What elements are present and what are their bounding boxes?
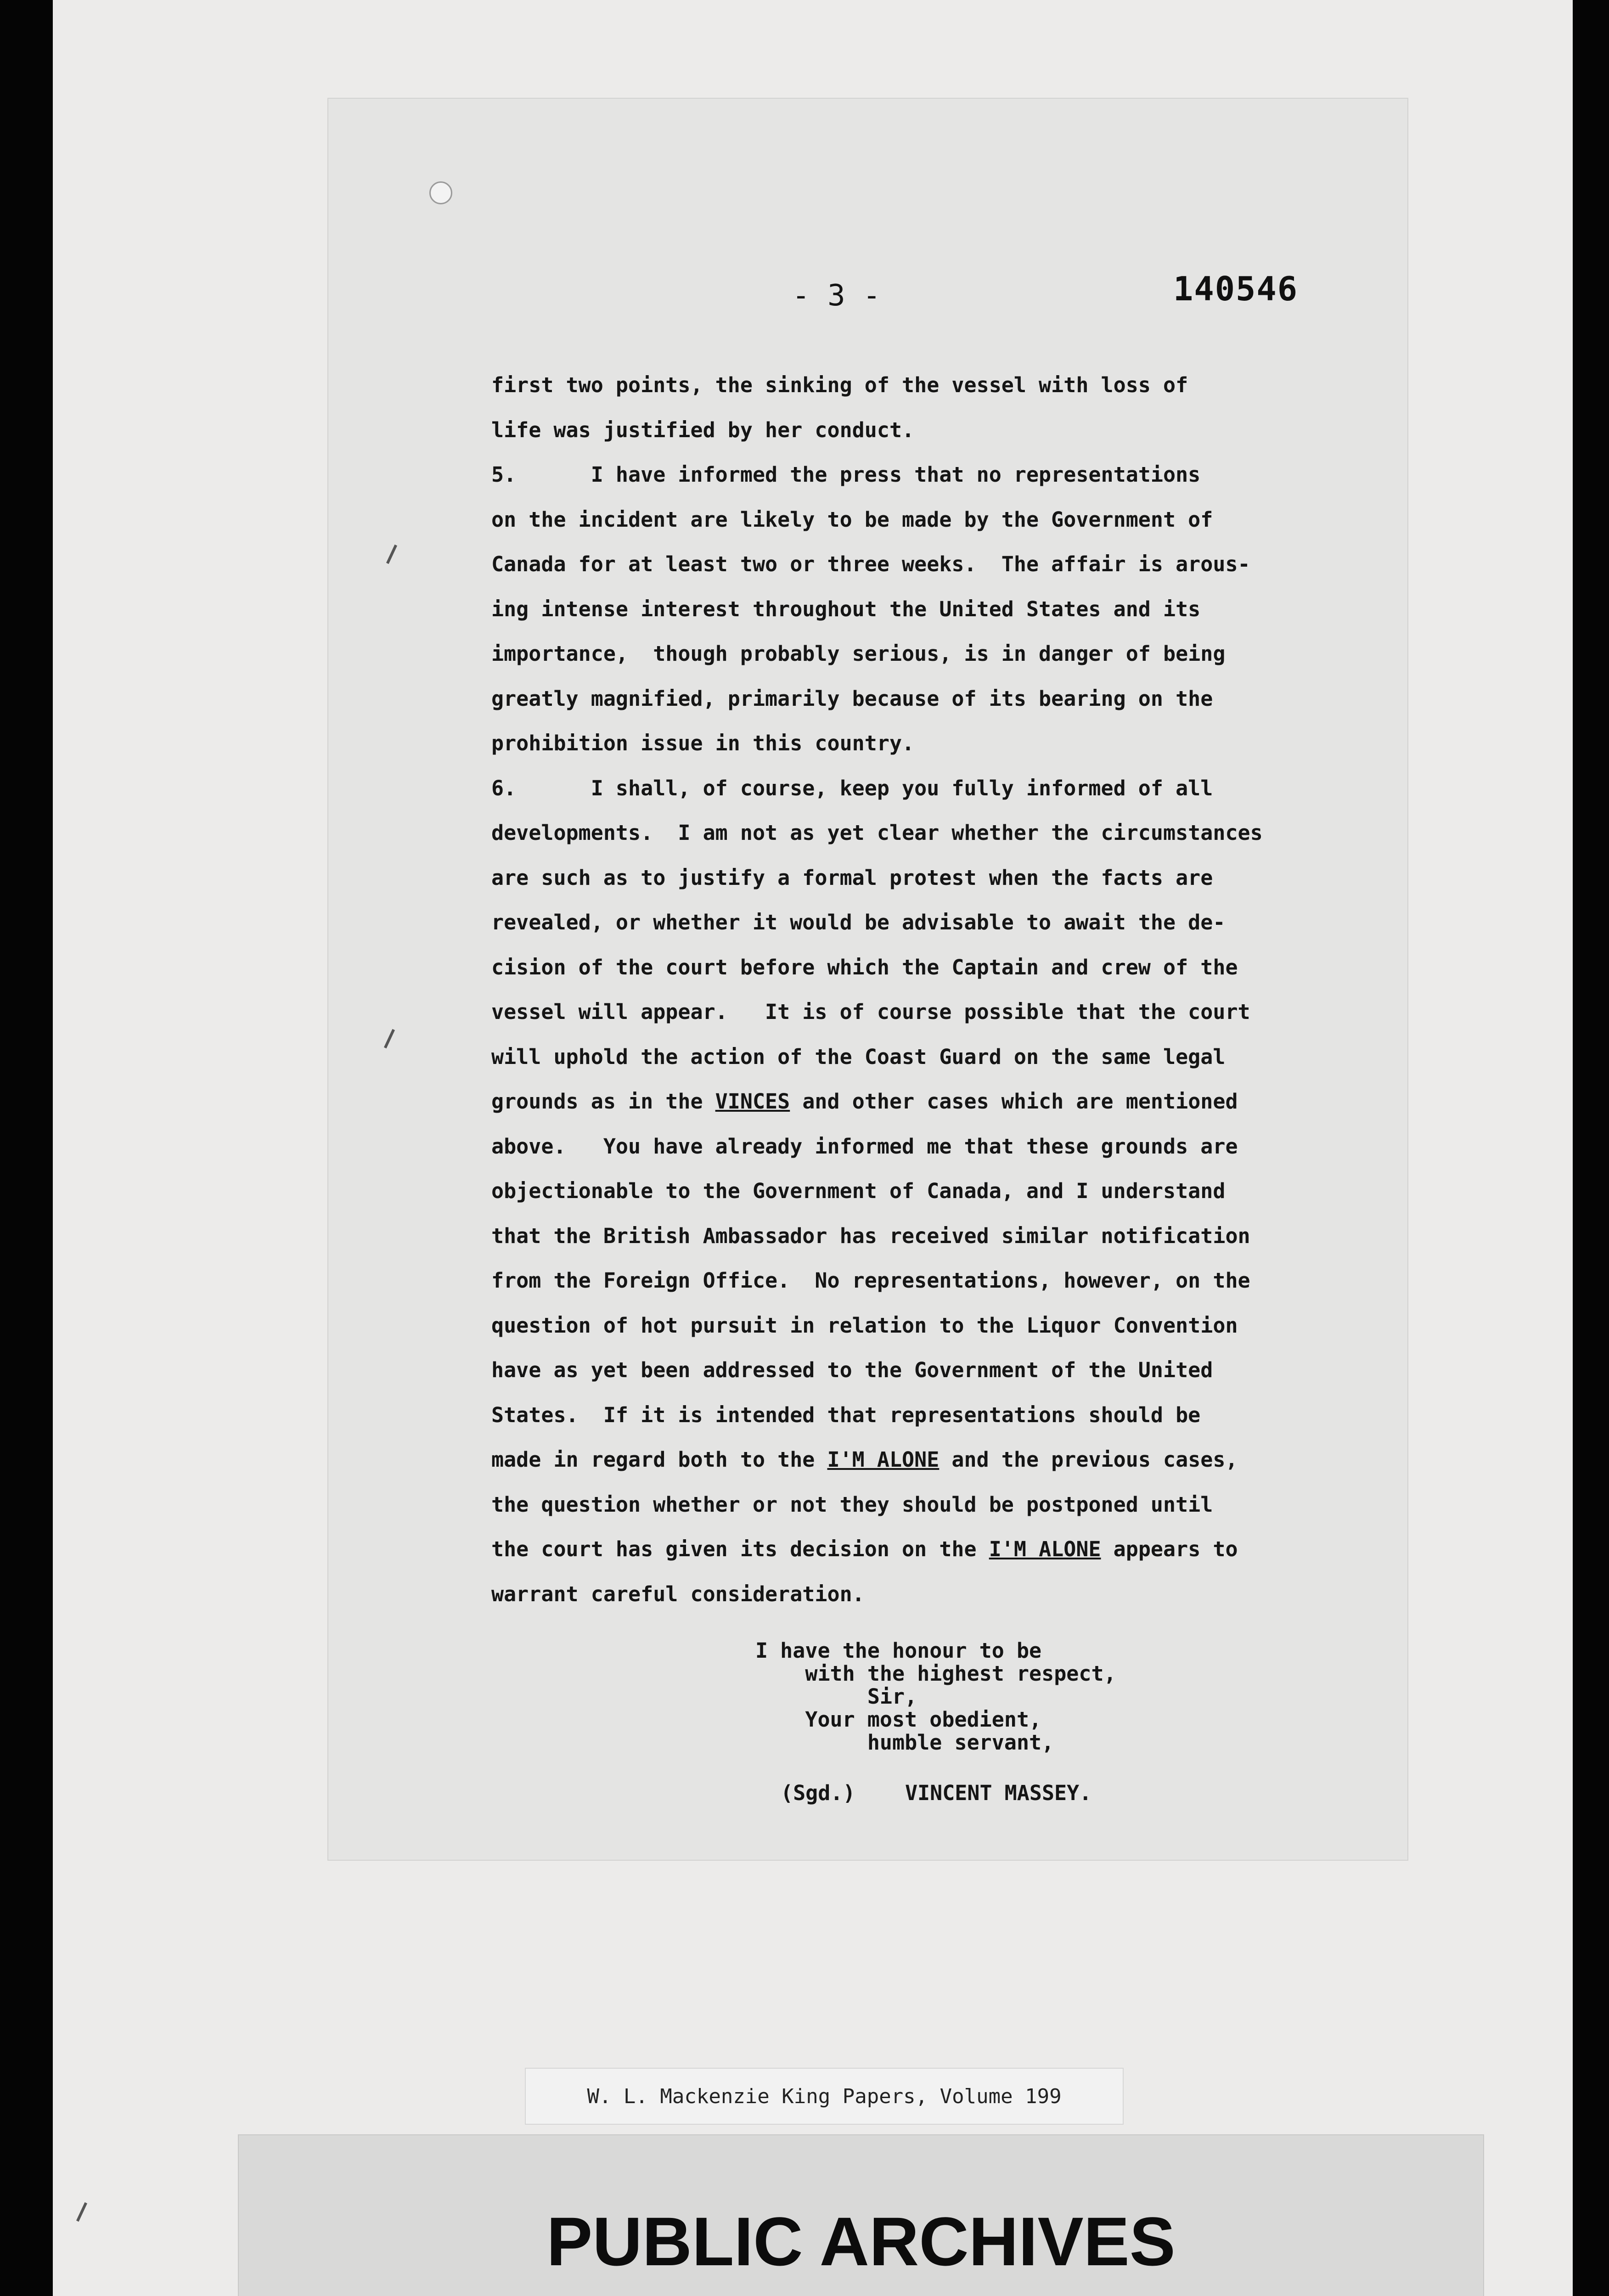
text-segment: appears to	[1101, 1537, 1238, 1561]
text-line: that the British Ambassador has received similar notification	[491, 1223, 1250, 1248]
text-line: question of hot pursuit in relation to the Liquor Convention	[491, 1313, 1238, 1338]
text-line	[491, 1079, 1364, 1124]
text-line: are such as to justify a formal protest when the facts are	[491, 865, 1213, 890]
text-segment: the court has given its decision on the	[491, 1537, 989, 1561]
text-line: States. If it is intended that representations should be	[491, 1402, 1201, 1427]
ship-name-im-alone: I'M ALONE	[989, 1537, 1101, 1561]
text-line: developments. I am not as yet clear whether the circumstances	[491, 821, 1263, 845]
closing-line: with the highest respect,	[755, 1661, 1116, 1686]
signature-prefix: (Sgd.)	[781, 1781, 855, 1805]
signature-line	[781, 1781, 1091, 1805]
ship-name-vinces: VINCES	[715, 1089, 790, 1114]
text-segment: and other cases which are mentioned	[790, 1089, 1238, 1114]
text-line: will uphold the action of the Coast Guard on the same legal	[491, 1044, 1226, 1069]
text-line: from the Foreign Office. No representations, however, on the	[491, 1268, 1250, 1293]
text-line: revealed, or whether it would be advisable to await the de-	[491, 910, 1226, 934]
archive-stamp	[239, 2135, 1483, 2296]
text-line: have as yet been addressed to the Government of the United	[491, 1358, 1213, 1382]
text-line: ing intense interest throughout the United States and its	[491, 597, 1201, 621]
text-segment: made in regard both to the	[491, 1447, 827, 1472]
text-line: the question whether or not they should be postponed until	[491, 1492, 1213, 1517]
closing-line: Your most obedient,	[755, 1707, 1042, 1732]
archive-label: W. L. Mackenzie King Papers, Volume 199	[526, 2069, 1123, 2124]
text-line: Canada for at least two or three weeks. The affair is arous-	[491, 552, 1250, 576]
punch-hole	[429, 181, 452, 204]
archive-mount	[53, 0, 1573, 2296]
text-line: vessel will appear. It is of course possible that the court	[491, 1000, 1250, 1024]
text-line	[491, 1437, 1364, 1482]
signature-name: VINCENT MASSEY.	[905, 1781, 1092, 1805]
text-line: objectionable to the Government of Canada, and I understand	[491, 1179, 1226, 1203]
margin-mark	[76, 2202, 87, 2222]
stamp-line-public-archives: PUBLIC ARCHIVES	[546, 2203, 1176, 2280]
closing-line: I have the honour to be	[755, 1638, 1042, 1663]
text-line: life was justified by her conduct.	[491, 417, 915, 442]
page-marker: - 3 -	[792, 279, 881, 313]
closing-line: humble servant,	[755, 1730, 1054, 1755]
ship-name-im-alone: I'M ALONE	[827, 1447, 940, 1472]
text-line: first two points, the sinking of the vessel with loss of	[491, 373, 1188, 397]
text-line: greatly magnified, primarily because of its bearing on the	[491, 686, 1213, 711]
closing-line: Sir,	[755, 1684, 917, 1709]
text-line: on the incident are likely to be made by the Government of	[491, 507, 1213, 532]
closing-block	[755, 1639, 1116, 1754]
text-line: above. You have already informed me that these grounds are	[491, 1134, 1238, 1159]
letter-body	[491, 363, 1364, 1616]
document-number: 140546	[1173, 270, 1299, 308]
text-line: 5. I have informed the press that no representations	[491, 462, 1201, 487]
text-line: cision of the court before which the Captain and crew of the	[491, 955, 1238, 979]
text-line	[491, 1527, 1364, 1572]
text-segment: and the previous cases,	[939, 1447, 1238, 1472]
text-line: importance, though probably serious, is in danger of being	[491, 642, 1226, 666]
text-line: 6. I shall, of course, keep you fully informed of all	[491, 776, 1213, 800]
text-line: warrant careful consideration.	[491, 1581, 865, 1606]
text-line: prohibition issue in this country.	[491, 731, 915, 755]
text-segment: grounds as in the	[491, 1089, 715, 1114]
letter-page	[328, 99, 1407, 1860]
